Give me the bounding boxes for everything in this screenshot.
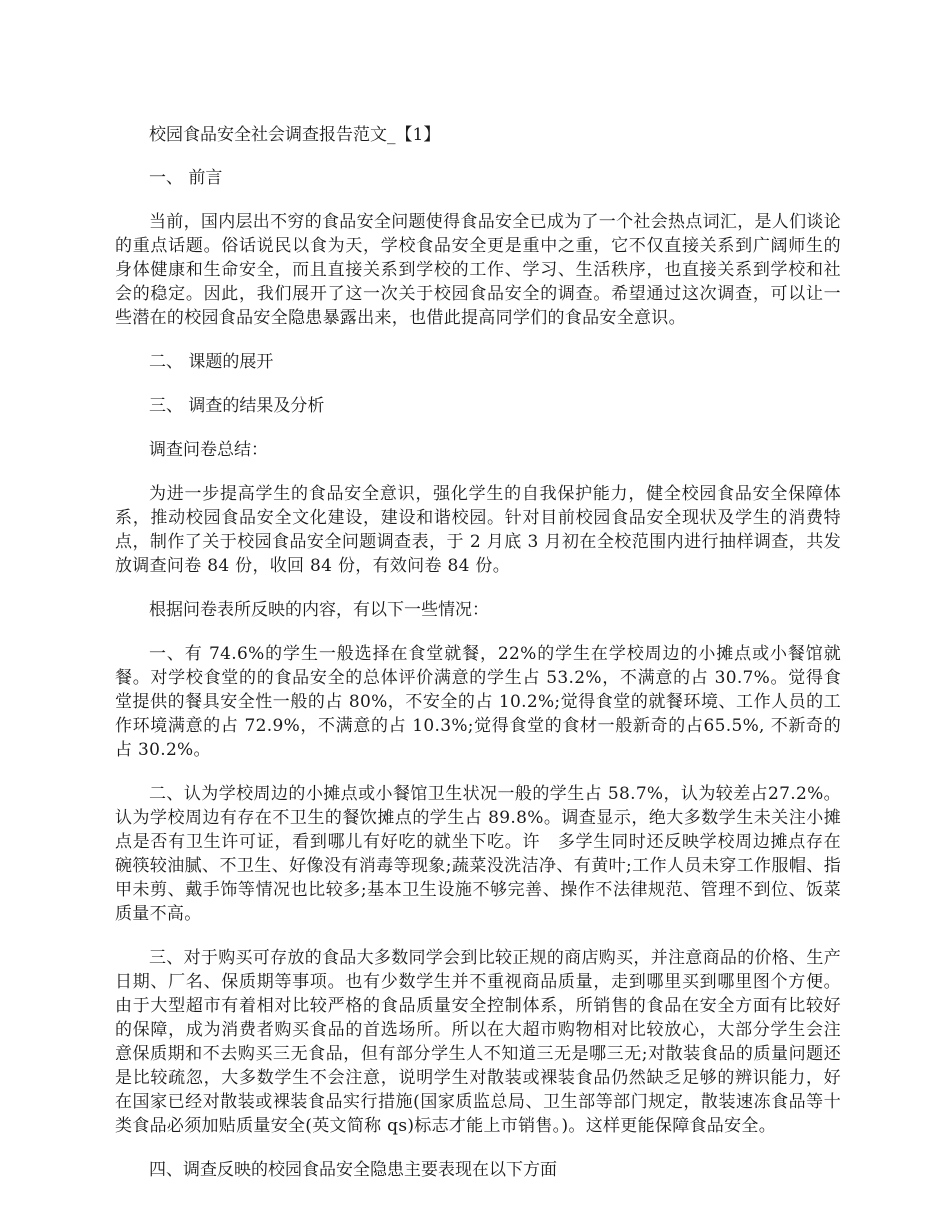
section1-heading: 一、 前言 xyxy=(149,168,223,188)
section1-paragraph: 当前，国内层出不穷的食品安全问题使得食品安全已成为了一个社会热点词汇，是人们谈论的重点话题。俗话说民以食为天，学校食品安全更是重中之重，它不仅直接关系到广阔师生的身体健康和生命安全，而且直接关系到学校的工作、学习、生活秩序，也直接关系到学校和社会的稳定。因此，我们展开了这一次关于校园食品安全的调查。希望通过这次调查，可以让一些潜在的校园食品安全隐患暴露出来，也借此提高同学们的食品安全意识。 xyxy=(115,212,841,328)
section4-heading: 四、调查反映的校园食品安全隐患主要表现在以下方面 xyxy=(149,1160,557,1180)
survey-intro-paragraph: 为进一步提高学生的食品安全意识，强化学生的自我保护能力，健全校园食品安全保障体系，推动校园食品安全文化建设，建设和谐校园。针对目前校园食品安全现状及学生的消费特点，制作了关于校园食品安全问题调查表，于 2 月底 3 月初在全校范围内进行抽样调查，共发放调查问卷 84 份，收回 84 份，有效问卷 84 份。 xyxy=(115,484,841,576)
survey-summary-label: 调查问卷总结： xyxy=(149,440,268,460)
section3-heading: 三、 调查的结果及分析 xyxy=(149,396,325,416)
finding-2-paragraph: 二、认为学校周边的小摊点或小餐馆卫生状况一般的学生占 58.7%，认为较差占27.2%。认为学校周边有存在不卫生的餐饮摊点的学生占 89.8%。调查显示，绝大多数学生未关注小摊点是否有卫生许可证，看到哪儿有好吃的就坐下吃。许 多学生同时还反映学校周边摊点存在碗筷较油腻、不卫生、好像没有消毒等现象;蔬菜没洗洁净、有黄叶;工作人员未穿工作服帽、指甲未剪、戴手饰等情况也比较多;基本卫生设施不够完善、操作不法律规范、管理不到位、饭菜质量不高。 xyxy=(115,784,841,924)
finding-1-paragraph: 一、有 74.6%的学生一般选择在食堂就餐，22%的学生在学校周边的小摊点或小餐馆就餐。对学校食堂的的食品安全的总体评价满意的学生占 53.2%，不满意的占 30.7%。觉得食堂提供的餐具安全性一般的占 80%，不安全的占 10.2%;觉得食堂的就餐环境、工作人员的工作环境满意的占 72.9%，不满意的占 10.3%;觉得食堂的食材一般新奇的占65.5%, 不新奇的占 30.2%。 xyxy=(115,644,841,760)
document-title: 校园食品安全社会调查报告范文_【1】 xyxy=(149,125,441,145)
document-page xyxy=(115,123,841,1182)
section2-heading: 二、 课题的展开 xyxy=(149,352,274,372)
findings-intro: 根据问卷表所反映的内容，有以下一些情况： xyxy=(149,600,489,620)
finding-3-paragraph: 三、对于购买可存放的食品大多数同学会到比较正规的商店购买，并注意商品的价格、生产日期、厂名、保质期等事项。也有少数学生并不重视商品质量，走到哪里买到哪里图个方便。由于大型超市有着相对比较严格的食品质量安全控制体系，所销售的食品在安全方面有比较好的保障，成为消费者购买食品的首选场所。所以在大超市购物相对比较放心，大部分学生会注意保质期和不去购买三无食品，但有部分学生人不知道三无是哪三无;对散装食品的质量问题还是比较疏忽，大多数学生不会注意，说明学生对散装或裸装食品仍然缺乏足够的辨识能力，好在国家已经对散装或裸装食品实行措施(国家质监总局、卫生部等部门规定，散装速冻食品等十类食品必须加贴质量安全(英文简称 qs)标志才能上市销售。)。这样更能保障食品安全。 xyxy=(115,948,841,1136)
